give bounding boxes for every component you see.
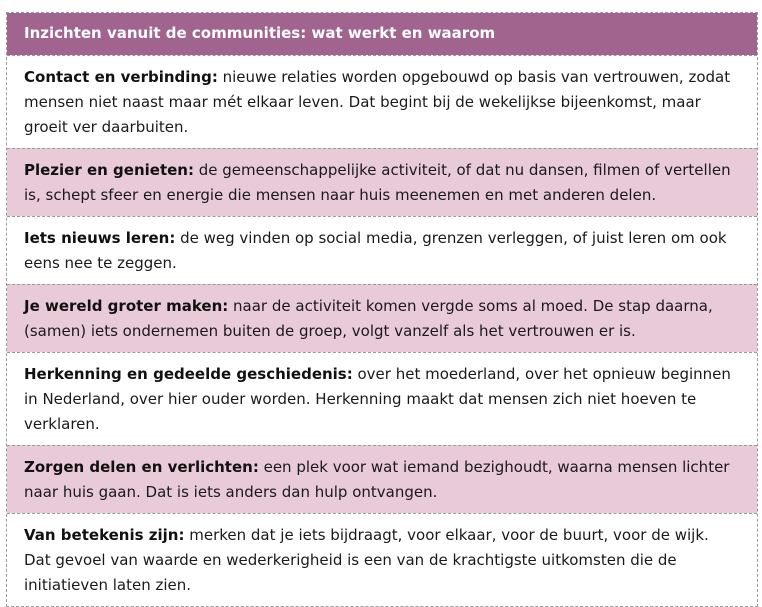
table-row-wereld <box>7 284 757 352</box>
insights-table <box>6 12 758 607</box>
row-text: merken dat je iets bijdraagt, voor elkaar, voor de buurt, voor de wijk. Dat gevoel van waarde en wederkerigheid is een van de krachtigste uitkomsten die de initiatieven laten zien. <box>24 526 709 594</box>
row-term: Contact en verbinding: <box>24 68 218 86</box>
row-text: de weg vinden op social media, grenzen verleggen, of juist leren om ook eens nee te zeggen. <box>24 229 727 272</box>
row-term: Zorgen delen en verlichten: <box>24 458 259 476</box>
insights-box <box>6 12 758 607</box>
row-term: Je wereld groter maken: <box>24 297 229 315</box>
row-term: Herkenning en gedeelde geschiedenis: <box>24 365 353 383</box>
row-term: Van betekenis zijn: <box>24 526 185 544</box>
row-text: de gemeenschappelijke activiteit, of dat nu dansen, filmen of vertellen is, schept sfeer en energie die mensen naar huis meenemen en met anderen delen. <box>24 161 731 204</box>
table-row-betekenis <box>7 513 757 606</box>
row-text: naar de activiteit komen vergde soms al moed. De stap daarna, (samen) iets ondernemen buiten de groep, volgt vanzelf als het vertrouwen er is. <box>24 297 713 340</box>
table-row-zorgen <box>7 445 757 513</box>
table-row-leren <box>7 216 757 284</box>
row-term: Plezier en genieten: <box>24 161 194 179</box>
table-header: Inzichten vanuit de communities: wat werkt en waarom <box>7 13 757 55</box>
table-row-contact <box>7 55 757 148</box>
row-text: over het moederland, over het opnieuw beginnen in Nederland, over hier ouder worden. Herkenning maakt dat mensen zich niet hoeven te verklaren. <box>24 365 731 433</box>
table-row-herkenning <box>7 352 757 445</box>
row-text: nieuwe relaties worden opgebouwd op basis van vertrouwen, zodat mensen niet naast maar mét elkaar leven. Dat begint bij de wekelijkse bijeenkomst, maar groeit ver daarbuiten. <box>24 68 731 136</box>
row-term: Iets nieuws leren: <box>24 229 176 247</box>
row-text: een plek voor wat iemand bezighoudt, waarna mensen lichter naar huis gaan. Dat is iets anders dan hulp ontvangen. <box>24 458 730 501</box>
table-row-plezier <box>7 148 757 216</box>
